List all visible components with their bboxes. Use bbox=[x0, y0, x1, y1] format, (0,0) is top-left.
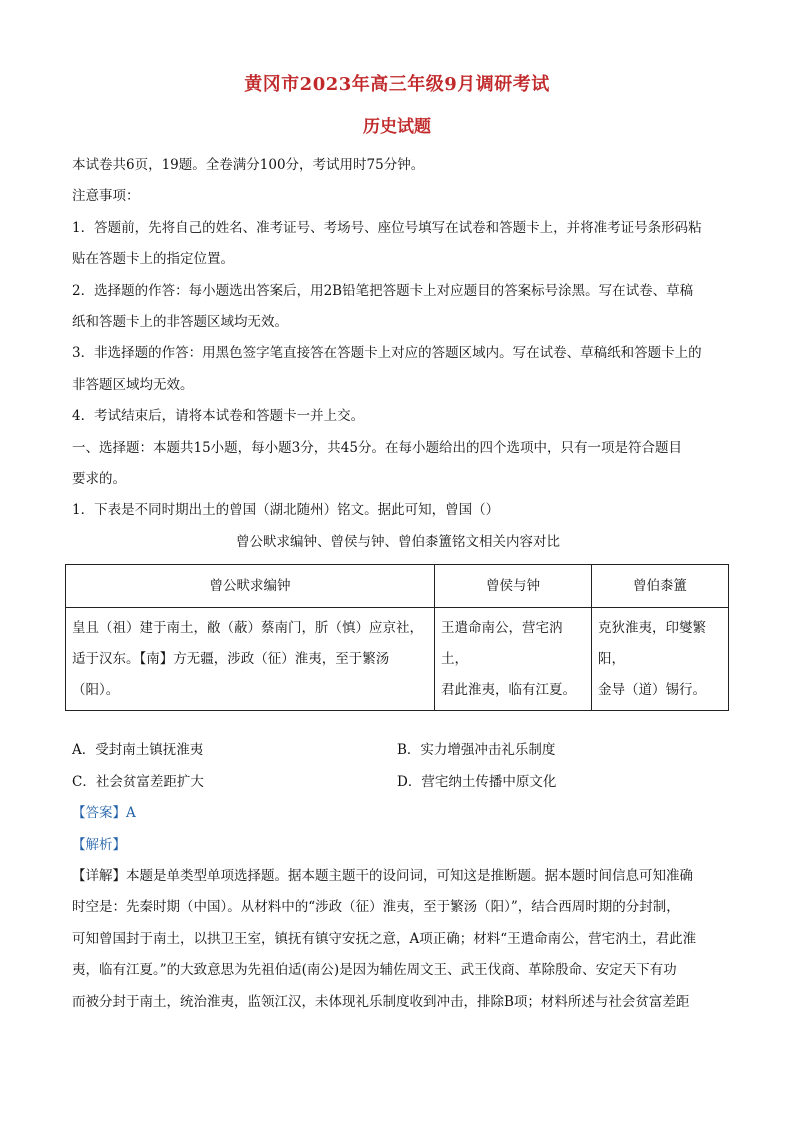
exam-title: 黄冈市2023年高三年级9月调研考试 bbox=[244, 74, 550, 95]
table-header-cell: 曾侯与钟 bbox=[435, 565, 592, 608]
explanation-line: 而被分封于南土，统治淮夷，监领江汉，未体现礼乐制度收到冲击，排除B项；材料所述与社会贫富差距 bbox=[72, 993, 690, 1010]
answer-options bbox=[72, 735, 724, 798]
note-line: 纸和答题卡上的非答题区域均无效。 bbox=[72, 314, 288, 331]
cell-line: 皇且（祖）建于南土，敝（蔽）蔡南门，肵（慎）应京社， bbox=[72, 619, 423, 636]
table-cell bbox=[66, 608, 435, 711]
explanation-line: 夷，临有江夏。”的大致意思为先祖伯适(南公)是因为辅佐周文王、武王伐商、革除殷命、安定天下有功 bbox=[72, 962, 677, 979]
note-line: 非答题区域均无效。 bbox=[72, 376, 194, 393]
option-c: C．社会贫富差距扩大 bbox=[72, 773, 204, 790]
note-line: 1．答题前，先将自己的姓名、准考证号、考场号、座位号填写在试卷和答题卡上，并将准考证号条形码粘 bbox=[72, 219, 702, 236]
answer-label: 【答案】A bbox=[72, 805, 136, 822]
note-line: 3．非选择题的作答：用黑色签字笔直接答在答题卡上对应的答题区域内。写在试卷、草稿纸和答题卡上的 bbox=[72, 345, 702, 362]
cell-line: 君此淮夷，临有江夏。 bbox=[441, 681, 576, 698]
intro-text: 本试卷共6页，19题。全卷满分100分，考试用时75分钟。 bbox=[72, 157, 425, 173]
table-cell bbox=[435, 608, 592, 711]
note-line: 贴在答题卡上的指定位置。 bbox=[72, 251, 234, 268]
question-stem: 1．下表是不同时期出土的曾国（湖北随州）铭文。据此可知，曾国（） bbox=[72, 502, 500, 519]
cell-line: 适于汉东。【南】方无疆，涉政（征）淮夷，至于繁汤 bbox=[72, 650, 390, 667]
section-instructions: 一、选择题：本题共15小题，每小题3分，共45分。在每小题给出的四个选项中，只有一项是符合题目 bbox=[72, 439, 682, 456]
table-cell bbox=[592, 608, 729, 711]
option-a: A．受封南土镇抚淮夷 bbox=[72, 742, 204, 759]
explanation-line: 可知曾国封于南土，以拱卫王室，镇抚有镇守安抚之意，A项正确；材料“王遣命南公，营宅汭土，君此淮 bbox=[72, 930, 697, 947]
cell-line: （阳）。 bbox=[72, 681, 120, 698]
cell-line: 王遣命南公，营宅汭土， bbox=[441, 619, 563, 667]
inscription-table bbox=[65, 564, 729, 711]
analysis-label: 【解析】 bbox=[72, 836, 126, 853]
cell-line: 金导（道）锡行。 bbox=[598, 681, 706, 698]
notes-heading: 注意事项： bbox=[72, 188, 140, 205]
table-header-cell: 曾伯桼簠 bbox=[592, 565, 729, 608]
cell-line: 克狄淮夷，印燮繁阳， bbox=[598, 619, 706, 667]
section-instructions: 要求的。 bbox=[72, 471, 126, 488]
table-header-row bbox=[66, 565, 729, 608]
table-row bbox=[66, 608, 729, 711]
table-header-cell: 曾公畎求编钟 bbox=[66, 565, 435, 608]
note-line: 4．考试结束后，请将本试卷和答题卡一并上交。 bbox=[72, 408, 365, 425]
table-caption: 曾公畎求编钟、曾侯与钟、曾伯桼簠铭文相关内容对比 bbox=[236, 533, 560, 550]
exam-body bbox=[72, 150, 724, 1018]
explanation-line: 【详解】本题是单类型单项选择题。据本题主题干的设问词，可知这是推断题。据本题时间信息可知准确 bbox=[72, 867, 693, 884]
option-b: B．实力增强冲击礼乐制度 bbox=[397, 742, 556, 759]
option-d: D．营宅纳土传播中原文化 bbox=[397, 773, 557, 790]
explanation-line: 时空是：先秦时期（中国）。从材料中的“涉政（征）淮夷，至于繁汤（阳）”，结合西周时期的分封制， bbox=[72, 899, 680, 916]
exam-subtitle: 历史试题 bbox=[363, 117, 431, 137]
note-line: 2．选择题的作答：每小题选出答案后，用2B铅笔把答题卡上对应题目的答案标号涂黑。写在试卷、草稿 bbox=[72, 282, 694, 299]
